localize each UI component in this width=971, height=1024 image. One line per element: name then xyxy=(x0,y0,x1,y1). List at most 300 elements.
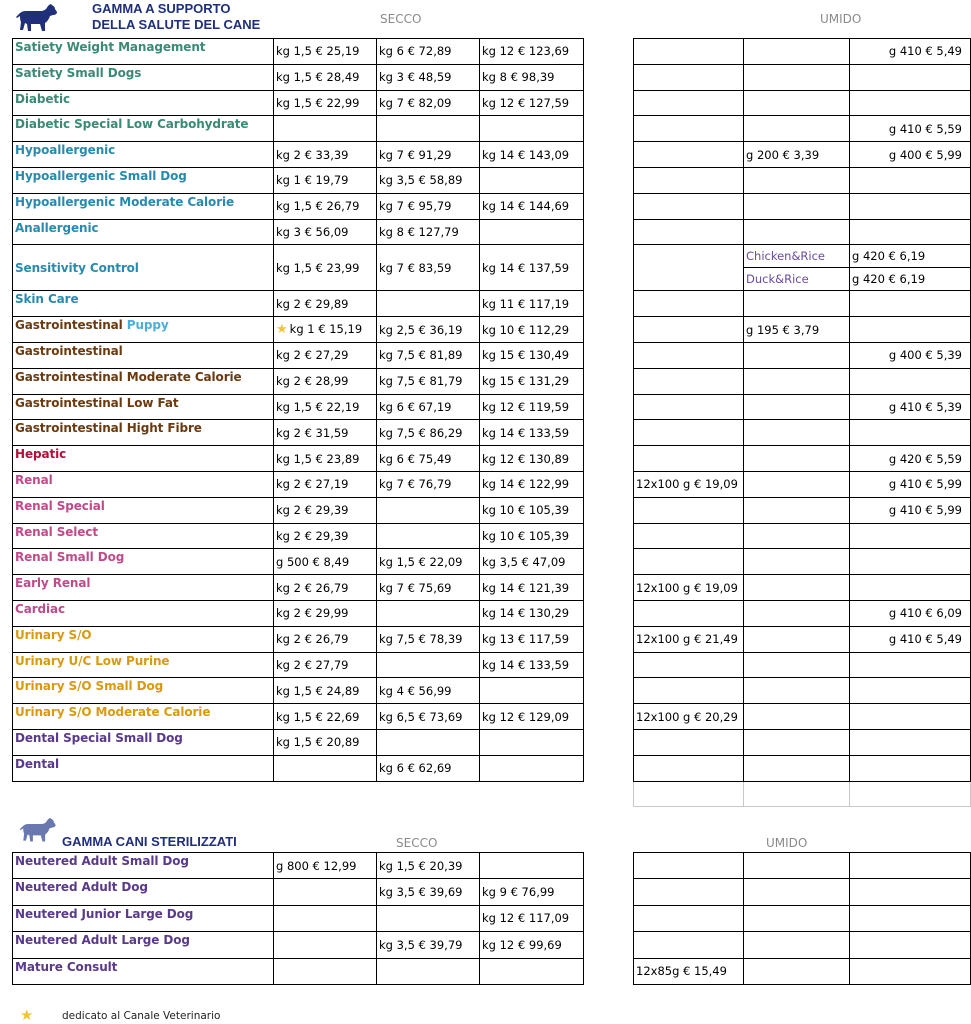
wet-price-cell xyxy=(850,600,971,626)
dry-price-text: kg 1,5 € 25,19 xyxy=(276,44,360,59)
wet-price-cell xyxy=(850,142,971,168)
table-row xyxy=(634,497,971,523)
dry-price-cell xyxy=(377,342,480,368)
dry-price-cell xyxy=(377,219,480,245)
product-name-text: Renal Special xyxy=(15,498,105,513)
wet-price-cell xyxy=(744,317,850,343)
dry-price-text: kg 2 € 27,19 xyxy=(276,477,349,492)
dry-price-cell xyxy=(377,905,480,931)
dry-price-cell xyxy=(480,523,584,549)
table-row xyxy=(13,853,584,879)
wet-price-cell xyxy=(850,879,971,905)
wet-price-cell xyxy=(634,167,744,193)
section1-dry-table xyxy=(12,38,584,782)
dry-price-cell xyxy=(480,626,584,652)
dry-price-cell xyxy=(274,958,377,984)
product-name xyxy=(13,523,274,549)
wet-price-cell xyxy=(850,678,971,704)
table-row xyxy=(634,317,971,343)
dry-price-cell xyxy=(377,652,480,678)
wet-price-text: g 410 € 5,59 xyxy=(888,121,962,136)
table-row xyxy=(634,471,971,497)
product-name xyxy=(13,394,274,420)
wet-price-cell xyxy=(850,652,971,678)
product-name-text: Urinary S/O Moderate Calorie xyxy=(15,705,211,720)
dry-price-text: kg 10 € 105,39 xyxy=(482,503,570,518)
dry-price-cell xyxy=(480,90,584,116)
dry-price-text: kg 14 € 121,39 xyxy=(482,580,570,595)
dry-price-cell xyxy=(480,193,584,219)
dry-price-cell xyxy=(274,729,377,755)
product-name-text: Gastrointestinal xyxy=(15,318,123,333)
dry-price-cell xyxy=(377,678,480,704)
product-name xyxy=(13,958,274,984)
section1-wet-table xyxy=(633,38,971,807)
dry-price-text: kg 1 € 19,79 xyxy=(276,173,349,188)
table-row xyxy=(13,575,584,601)
dry-price-cell xyxy=(274,853,377,879)
dry-price-cell xyxy=(480,167,584,193)
dry-price-cell xyxy=(274,193,377,219)
wet-price-cell xyxy=(850,853,971,879)
dry-price-cell xyxy=(480,958,584,984)
dry-price-cell xyxy=(480,729,584,755)
dry-price-cell xyxy=(480,755,584,781)
product-name-text: Dental xyxy=(15,756,59,771)
wet-price-cell xyxy=(634,652,744,678)
product-name xyxy=(13,245,274,291)
section2-title: GAMMA CANI STERILIZZATI xyxy=(62,834,237,849)
product-name xyxy=(13,575,274,601)
table-row xyxy=(13,39,584,65)
wet-price-text: g 410 € 5,99 xyxy=(888,503,962,518)
product-name xyxy=(13,368,274,394)
dry-price-cell xyxy=(377,471,480,497)
dry-price-cell xyxy=(274,626,377,652)
dry-price-cell xyxy=(274,652,377,678)
section1-title xyxy=(92,1,260,33)
dry-price-text: kg 14 € 144,69 xyxy=(482,199,570,214)
wet-price-cell xyxy=(634,317,744,343)
section2-dry-header: SECCO xyxy=(396,836,438,850)
dry-price-text: kg 6,5 € 73,69 xyxy=(379,709,463,724)
wet-price-cell xyxy=(634,781,744,807)
wet-price-text: g 400 € 5,99 xyxy=(888,147,962,162)
dry-price-cell xyxy=(377,853,480,879)
wet-price-cell xyxy=(744,142,850,168)
wet-price-cell xyxy=(744,291,850,317)
wet-price-text: g 410 € 5,39 xyxy=(888,399,962,414)
dry-price-cell xyxy=(274,219,377,245)
dry-price-cell xyxy=(377,142,480,168)
dry-price-cell xyxy=(377,368,480,394)
dry-price-text: kg 6 € 67,19 xyxy=(379,399,452,414)
dry-price-cell xyxy=(480,317,584,343)
star-icon: ★ xyxy=(276,322,288,338)
dry-price-text: kg 2 € 26,79 xyxy=(276,632,349,647)
wet-price-cell xyxy=(634,245,744,291)
dry-price-text: kg 12 € 99,69 xyxy=(482,937,562,952)
wet-price-cell xyxy=(634,193,744,219)
product-name xyxy=(13,193,274,219)
wet-price-cell xyxy=(744,600,850,626)
wet-price-cell xyxy=(850,781,971,807)
wet-price-cell xyxy=(744,90,850,116)
dry-price-text: kg 7 € 91,29 xyxy=(379,147,452,162)
product-name xyxy=(13,291,274,317)
dry-price-text: kg 14 € 143,09 xyxy=(482,147,570,162)
wet-price-cell xyxy=(744,626,850,652)
dry-price-cell xyxy=(274,523,377,549)
wet-price-cell xyxy=(850,523,971,549)
table-row xyxy=(13,219,584,245)
dry-price-text: kg 7 € 82,09 xyxy=(379,95,452,110)
dry-price-text: kg 8 € 127,79 xyxy=(379,224,459,239)
wet-price-cell xyxy=(850,932,971,958)
dry-price-cell xyxy=(377,291,480,317)
product-name xyxy=(13,729,274,755)
dry-price-cell xyxy=(480,471,584,497)
wet-price-cell xyxy=(744,39,850,65)
dry-price-text: kg 6 € 62,69 xyxy=(379,761,452,776)
dry-price-cell xyxy=(480,219,584,245)
dry-price-cell xyxy=(377,575,480,601)
table-row xyxy=(634,167,971,193)
dry-price-text: kg 15 € 130,49 xyxy=(482,348,570,363)
dry-price-text: kg 2,5 € 36,19 xyxy=(379,322,463,337)
table-row xyxy=(634,853,971,879)
table-row xyxy=(634,932,971,958)
wet-price-cell xyxy=(744,497,850,523)
dry-price-cell xyxy=(274,90,377,116)
product-name xyxy=(13,853,274,879)
table-row xyxy=(13,600,584,626)
product-name xyxy=(13,342,274,368)
dry-price-cell xyxy=(480,575,584,601)
wet-price-cell xyxy=(850,342,971,368)
table-row xyxy=(13,446,584,472)
table-row xyxy=(13,879,584,905)
wet-price-cell xyxy=(850,575,971,601)
product-name xyxy=(13,317,274,343)
wet-price-cell xyxy=(850,39,971,65)
dry-price-text: kg 7,5 € 81,89 xyxy=(379,348,463,363)
wet-price-cell xyxy=(850,394,971,420)
wet-price-cell xyxy=(634,142,744,168)
dry-price-cell xyxy=(377,729,480,755)
wet-price-cell xyxy=(744,755,850,781)
wet-price-cell xyxy=(634,626,744,652)
dry-price-cell xyxy=(480,704,584,730)
table-row xyxy=(634,64,971,90)
dry-price-cell xyxy=(480,549,584,575)
wet-price-text: 12x100 g € 19,09 xyxy=(636,477,738,492)
dry-price-text: kg 2 € 26,79 xyxy=(276,580,349,595)
section2-wet-table xyxy=(633,852,971,985)
table-row xyxy=(13,193,584,219)
table-row xyxy=(13,729,584,755)
product-name-text: Gastrointestinal xyxy=(15,343,123,358)
dry-price-text: kg 2 € 27,29 xyxy=(276,348,349,363)
wet-price-cell xyxy=(634,116,744,142)
dry-price-cell xyxy=(377,879,480,905)
wet-price-cell xyxy=(850,497,971,523)
wet-price-cell xyxy=(744,64,850,90)
section2-dry-table xyxy=(12,852,584,985)
dry-price-cell xyxy=(480,116,584,142)
wet-price-text: g 420 € 6,19 xyxy=(852,272,926,287)
dry-price-text: kg 1,5 € 22,19 xyxy=(276,399,360,414)
table-row xyxy=(634,781,971,807)
dry-price-cell xyxy=(480,932,584,958)
product-name-text: Gastrointestinal Hight Fibre xyxy=(15,421,202,436)
dry-price-cell xyxy=(377,626,480,652)
wet-price-cell xyxy=(744,932,850,958)
dry-price-text: kg 6 € 72,89 xyxy=(379,44,452,59)
dog-logo-icon xyxy=(18,814,60,848)
dry-price-text: kg 1,5 € 22,69 xyxy=(276,709,360,724)
product-name-text: Hypoallergenic Small Dog xyxy=(15,168,187,183)
product-name-text: Hepatic xyxy=(15,447,67,462)
wet-price-cell xyxy=(850,958,971,984)
table-row xyxy=(634,142,971,168)
dry-price-text: kg 7,5 € 86,29 xyxy=(379,425,463,440)
wet-price-cell xyxy=(634,368,744,394)
dry-price-text: kg 1,5 € 20,39 xyxy=(379,858,463,873)
dry-price-cell xyxy=(274,549,377,575)
wet-price-cell xyxy=(850,64,971,90)
wet-price-cell xyxy=(634,64,744,90)
table-row xyxy=(13,932,584,958)
wet-price-cell xyxy=(634,549,744,575)
dry-price-text: kg 2 € 29,89 xyxy=(276,296,349,311)
table-row xyxy=(634,90,971,116)
dry-price-cell xyxy=(377,245,480,291)
table-row xyxy=(634,575,971,601)
product-name-text: Neutered Adult Dog xyxy=(15,880,148,895)
product-name-text: Renal xyxy=(15,472,53,487)
wet-price-cell xyxy=(850,704,971,730)
dry-price-text: kg 7 € 75,69 xyxy=(379,580,452,595)
dry-price-cell xyxy=(274,575,377,601)
product-name-text: Diabetic Special Low Carbohydrate xyxy=(15,117,249,132)
dry-price-cell xyxy=(480,342,584,368)
table-row xyxy=(634,342,971,368)
wet-price-cell xyxy=(634,932,744,958)
dry-price-cell xyxy=(274,471,377,497)
dry-price-cell xyxy=(274,394,377,420)
wet-price-cell xyxy=(744,342,850,368)
section2-wet-header: UMIDO xyxy=(766,836,808,850)
wet-price-cell xyxy=(634,219,744,245)
wet-price-cell xyxy=(850,368,971,394)
table-row xyxy=(634,652,971,678)
wet-price-cell xyxy=(634,755,744,781)
dry-price-cell xyxy=(480,394,584,420)
dry-price-cell xyxy=(377,958,480,984)
table-row xyxy=(13,167,584,193)
dry-price-text: kg 3,5 € 39,69 xyxy=(379,885,463,900)
dry-price-cell xyxy=(274,368,377,394)
table-row xyxy=(13,678,584,704)
wet-price-cell xyxy=(850,446,971,472)
dry-price-text: kg 3,5 € 58,89 xyxy=(379,173,463,188)
table-row xyxy=(13,958,584,984)
product-name xyxy=(13,652,274,678)
table-row xyxy=(13,90,584,116)
product-name-text: Early Renal xyxy=(15,576,91,591)
dry-price-cell xyxy=(480,652,584,678)
dry-price-cell xyxy=(480,497,584,523)
dry-price-cell xyxy=(377,497,480,523)
dry-price-text: kg 2 € 31,59 xyxy=(276,425,349,440)
dry-price-cell xyxy=(377,523,480,549)
wet-variant-text: Duck&Rice xyxy=(746,272,809,287)
table-row xyxy=(634,245,971,268)
table-row xyxy=(13,549,584,575)
product-name-text: Skin Care xyxy=(15,292,79,307)
dry-price-cell xyxy=(274,905,377,931)
wet-price-cell xyxy=(850,90,971,116)
wet-price-cell xyxy=(744,116,850,142)
wet-price-cell xyxy=(634,729,744,755)
table-row xyxy=(13,291,584,317)
dry-price-cell xyxy=(274,446,377,472)
dry-price-cell xyxy=(480,446,584,472)
wet-price-cell xyxy=(744,575,850,601)
table-row xyxy=(13,420,584,446)
table-row xyxy=(13,704,584,730)
wet-price-cell xyxy=(634,39,744,65)
table-row xyxy=(634,420,971,446)
table-row xyxy=(634,879,971,905)
dry-price-text: kg 1,5 € 22,99 xyxy=(276,95,360,110)
wet-price-cell xyxy=(744,471,850,497)
table-row xyxy=(634,958,971,984)
wet-price-cell xyxy=(634,471,744,497)
dry-price-text: kg 7 € 76,79 xyxy=(379,477,452,492)
table-row xyxy=(634,193,971,219)
product-name xyxy=(13,879,274,905)
product-name xyxy=(13,116,274,142)
dry-price-text: kg 1,5 € 22,09 xyxy=(379,554,463,569)
dry-price-text: kg 12 € 127,59 xyxy=(482,95,570,110)
table-row xyxy=(634,39,971,65)
product-name-text: Hypoallergenic Moderate Calorie xyxy=(15,194,235,209)
dry-price-cell xyxy=(377,549,480,575)
product-name xyxy=(13,142,274,168)
dry-price-text: kg 7,5 € 78,39 xyxy=(379,632,463,647)
table-row xyxy=(634,600,971,626)
dry-price-text: kg 12 € 129,09 xyxy=(482,709,570,724)
product-name-text: Gastrointestinal Low Fat xyxy=(15,395,179,410)
wet-price-cell xyxy=(850,268,971,291)
dry-price-text: g 500 € 8,49 xyxy=(276,554,350,569)
section1-dry-header: SECCO xyxy=(380,12,422,26)
dry-price-text: kg 14 € 130,29 xyxy=(482,606,570,621)
wet-price-text: g 195 € 3,79 xyxy=(746,322,820,337)
wet-price-cell xyxy=(744,704,850,730)
table-row xyxy=(13,523,584,549)
product-name xyxy=(13,626,274,652)
wet-variant-cell xyxy=(744,245,850,268)
wet-price-cell xyxy=(634,420,744,446)
dry-price-text: kg 8 € 98,39 xyxy=(482,70,555,85)
table-row xyxy=(634,523,971,549)
wet-price-cell xyxy=(634,600,744,626)
wet-price-cell xyxy=(850,729,971,755)
wet-price-cell xyxy=(744,879,850,905)
dry-price-text: kg 14 € 133,59 xyxy=(482,425,570,440)
dry-price-text: kg 2 € 29,99 xyxy=(276,606,349,621)
dry-price-cell xyxy=(377,704,480,730)
wet-price-text: 12x100 g € 20,29 xyxy=(636,709,738,724)
wet-price-text: 12x85g € 15,49 xyxy=(636,964,727,979)
product-name xyxy=(13,755,274,781)
wet-price-cell xyxy=(850,549,971,575)
dry-price-text: kg 9 € 76,99 xyxy=(482,885,555,900)
table-row xyxy=(13,342,584,368)
wet-price-cell xyxy=(744,219,850,245)
table-row xyxy=(634,549,971,575)
dry-price-text: kg 6 € 75,49 xyxy=(379,451,452,466)
dry-price-text: kg 3 € 48,59 xyxy=(379,70,452,85)
table-row xyxy=(13,142,584,168)
dry-price-cell xyxy=(274,39,377,65)
wet-price-cell xyxy=(850,193,971,219)
dry-price-cell xyxy=(274,116,377,142)
product-name xyxy=(13,39,274,65)
dry-price-text: kg 7 € 83,59 xyxy=(379,260,452,275)
dry-price-cell xyxy=(480,64,584,90)
wet-price-text: g 200 € 3,39 xyxy=(746,147,820,162)
dry-price-cell xyxy=(274,142,377,168)
product-name-text: Sensitivity Control xyxy=(15,261,139,276)
dry-price-text: kg 1,5 € 28,49 xyxy=(276,70,360,85)
table-row xyxy=(13,626,584,652)
dry-price-cell xyxy=(274,755,377,781)
dry-price-cell xyxy=(377,932,480,958)
wet-price-text: g 410 € 5,49 xyxy=(888,44,962,59)
product-name-text: Dental Special Small Dog xyxy=(15,730,183,745)
section1-title-line2: DELLA SALUTE DEL CANE xyxy=(92,17,261,32)
dry-price-text: kg 2 € 28,99 xyxy=(276,374,349,389)
table-row xyxy=(634,368,971,394)
wet-price-cell xyxy=(744,446,850,472)
wet-price-cell xyxy=(634,958,744,984)
wet-price-cell xyxy=(744,193,850,219)
dry-price-text: kg 3 € 56,09 xyxy=(276,224,349,239)
wet-price-cell xyxy=(744,394,850,420)
table-row xyxy=(634,219,971,245)
dry-price-text: kg 14 € 122,99 xyxy=(482,477,570,492)
dry-price-text: kg 7 € 95,79 xyxy=(379,199,452,214)
dry-price-text: kg 1,5 € 23,99 xyxy=(276,260,360,275)
product-name xyxy=(13,471,274,497)
wet-price-cell xyxy=(744,905,850,931)
wet-price-text: 12x100 g € 21,49 xyxy=(636,632,738,647)
wet-price-cell xyxy=(634,446,744,472)
table-row xyxy=(634,626,971,652)
dry-price-text: kg 2 € 33,39 xyxy=(276,147,349,162)
dry-price-text: kg 15 € 131,29 xyxy=(482,374,570,389)
product-name xyxy=(13,704,274,730)
product-name-text: Hypoallergenic xyxy=(15,143,116,158)
dry-price-cell xyxy=(480,600,584,626)
wet-price-cell xyxy=(634,704,744,730)
product-name-text: Anallergenic xyxy=(15,220,99,235)
product-name-text: Satiety Weight Management xyxy=(15,40,206,54)
